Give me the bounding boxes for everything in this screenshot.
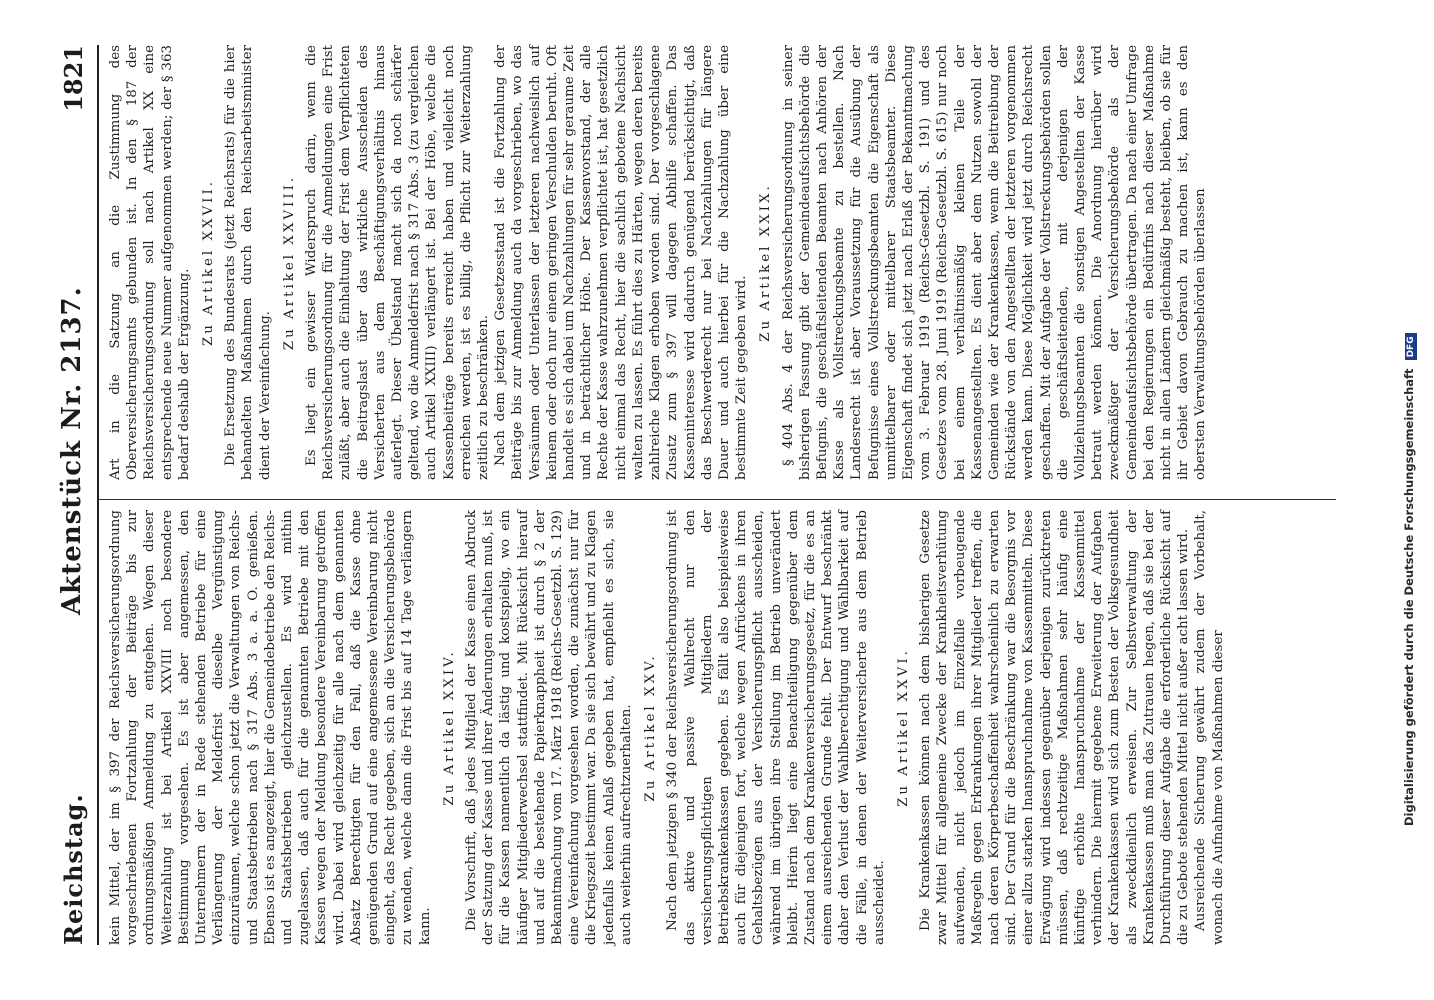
header-rule — [97, 45, 99, 945]
header-document-number: Aktenstück Nr. 2137. — [57, 286, 87, 615]
right-column — [107, 45, 1210, 480]
paragraph: Die Ersetzung des Bundesrats (jetzt Reichsrats) für die hier behandelten Maßnahmen durch den Reichsarbeitsminister dient der Vereinfachung. — [223, 45, 273, 480]
section-heading: Zu Artikel XXVII. — [201, 178, 217, 347]
paragraph: Es liegt ein gewisser Widerspruch darin, wenn die Reichsversicherungsordnung für die Anmeldungen eine Frist zuläßt, aber auch die Einhaltung der Frist dem Verpflichteten die Beitragslast über das wirkliche Ausscheiden des Versicherten aus dem Beschäftigungsverhältnis hinaus auferlegt. Dieser Übelstand macht sich da noch schärfer geltend, wo die Anmeldefrist nach § 317 Abs. 3 (zu vergleichen auch Artikel XXIII) verlängert ist. Bei der Höhe, welche die Kassenbeiträge bereits erreicht haben und vielleicht noch erreichen werden, ist es billig, die Pflicht zur Weiterzahlung zeitlich zu beschränken. — [304, 45, 492, 480]
paragraph: kein Mittel, der im § 397 der Reichsversicherungsordnung vorgeschriebenen Fortzahlung der Beiträge bis zur ordnungsmäßigen Anmeldung zu entgehen. Wegen dieser Weiterzahlung ist bei Artikel XXVIII noch besondere Bestimmung vorgesehen. Es ist aber angemessen, den Unternehmern der in Rede stehenden Betriebe für eine Verlängerung der Meldefrist dieselbe Vergünstigung einzuräumen, welche schon jetzt die Verwaltungen von Reichs- und Staatsbetrieben nach § 317 Abs. 3 a. a. O. genießen. Ebenso ist es angezeigt, hier die Gemeindebetriebe den Reichs- und Staatsbetrieben gleichzustellen. Es wird mithin zugelassen, daß auch für die genannten Betriebe mit den Kassen wegen der Meldung besondere Vereinbarung getroffen wird. Dabei wird gleichzeitig für alle nach dem genannten Absatz Berechtigten für den Fall, daß die Kasse ohne genügenden Grund auf eine angemessene Vereinbarung nicht eingeht, das Recht gegeben, sich an die Versicherungsbehörde zu wenden, welche dann die Frist bis auf 14 Tage verlängern kann. — [108, 510, 433, 945]
digitization-credit: Digitalisierung gefördert durch die Deutsche Forschungsgemeinschaft — [1402, 368, 1416, 826]
paragraph: Ausreichende Sicherung gewährt zudem der Vorbehalt, wonach die Aufnahme von Maßnahmen dieser — [1193, 510, 1226, 945]
running-header — [55, 45, 95, 945]
paragraph: Die Krankenkassen können nach dem bisherigen Gesetze zwar Mittel für allgemeine Zwecke der Krankheitsverhütung aufwenden, nicht jedoch im Einzelfalle vorbeugende Maßregeln gegen Erkrankungen ihrer Mitglieder treffen, die nach deren Körperbeschaffenheit wahrscheinlich zu erwarten sind. Der Grund für die Beschränkung war die Besorgnis vor einer allzu starken Inanspruchnahme von Kassenmitteln. Diese Erwägung wird indessen gegenüber derjenigen zurücktreten müssen, daß rechtzeitige Maßnahmen sehr häufig eine künftige erhöhte Inanspruchnahme der Kassenmittel verhindern. Die hiermit gegebene Erweiterung der Aufgaben der Krankenkassen wird sich zum Besten der Volksgesundheit als zweckdienlich erweisen. Zur Selbstverwaltung der Krankenkassen muß man das Zutrauen hegen, daß sie bei der Durchführung dieser Aufgabe die erforderliche Rücksicht auf die zu Gebote stehenden Mittel nicht außer acht lassen wird. — [918, 510, 1192, 945]
section-heading: Zu Artikel XXIV. — [441, 649, 457, 806]
digitization-stamp — [1388, 6, 1432, 826]
header-left: Reichstag. — [59, 793, 88, 945]
left-column — [107, 510, 1227, 945]
paragraph: Nach dem jetzigen § 340 der Reichsversicherungsordnung ist das aktive und passive Wahlrecht nur den versicherungspflichtigen Mitgliedern der Betriebskrankenkassen gegeben. Es fällt also beispielsweise auch für diejenigen fort, welche wegen Aufrückens in ihren Gehaltsbezügen aus der Versicherungspflicht ausscheiden, während im übrigen ihre Stellung im Betrieb unverändert bleibt. Hierin liegt eine Benachteiligung gegenüber dem Zustand nach dem Krankenversicherungsgesetz, für die es an einem ausreichenden Grunde fehlt. Der Entwurf beschränkt daher den Verlust der Wahlberechtigung und Wählbarkeit auf die Fälle, in denen der Weiterversicherte aus dem Betrieb ausscheidet. — [665, 510, 887, 945]
paragraph: Nach dem jetzigen Gesetzesstand ist die Fortzahlung der Beiträge bis zur Anmeldung auch da vorgeschrieben, wo das Versäumen oder Unterlassen der letzteren nachweislich auf keinem oder doch nur einem geringen Verschulden beruht. Oft handelt es sich dabei um Nachzahlungen für sehr geraume Zeit und in beträchtlicher Höhe. Der Kassenvorstand, der alle Rechte der Kasse wahrzunehmen verpflichtet ist, hat gesetzlich nicht einmal das Recht, hier die sachlich gebotene Nachsicht walten zu lassen. Es führt dies zu Härten, wegen deren bereits zahlreiche Klagen erhoben worden sind. Der vorgeschlagene Zusatz zum § 397 will dagegen Abhilfe schaffen. Das Kasseninteresse wird dadurch genügend berücksichtigt, daß das Beschwerderecht nur bei Nachzahlungen für längere Dauer und auch hierbei für die Nachzahlung über eine bestimmte Zeit gegeben wird. — [493, 45, 750, 480]
paragraph: Die Vorschrift, daß jedes Mitglied der Kasse einen Abdruck der Satzung der Kasse und ihrer Änderungen erhalten muß, ist für die Kassen namentlich da lästig und kostspielig, wo ein häufiger Mitgliederwechsel stattfindet. Mit Rücksicht hierauf und auf die bestehende Papierknappheit ist durch § 2 der Bekanntmachung vom 17. März 1918 (Reichs-Gesetzbl. S. 129) eine Vereinfachung vorgesehen worden, die zunächst nur für die Kriegszeit bestimmt war. Da sie sich bewährt und zu Klagen jedenfalls keinen Anlaß gegeben hat, empfiehlt es sich, sie auch weiterhin aufrechtzuerhalten. — [464, 510, 634, 945]
paragraph: § 404 Abs. 4 der Reichsversicherungsordnung in seiner bisherigen Fassung gibt der Gemeindeaufsichtsbehörde die Befugnis, die geschäftsleitenden Beamten nach Anhören der Kasse als Vollstreckungsbeamte zu bestellen. Nach Landesrecht ist aber Voraussetzung für die Ausübung der Befugnisse eines Vollstreckungsbeamten die Eigenschaft als unmittelbarer oder mittelbarer Staatsbeamter. Diese Eigenschaft findet sich jetzt nach Erlaß der Bekanntmachung vom 3. Februar 1919 (Reichs-Gesetzbl. S. 191) und des Gesetzes vom 28. Juni 1919 (Reichs-Gesetzbl. S. 615) nur noch bei einem verhältnismäßig kleinen Teile der Kassenangestellten. Es dient aber dem Nutzen sowohl der Gemeinden wie der Krankenkassen, wenn die Beitreibung der Rückstände von den Angestellten der letzteren vorgenommen werden kann. Diese Möglichkeit wird jetzt durch Reichsrecht geschaffen. Mit der Aufgabe der Vollstreckungsbehörden sollen die geschäftsleitenden, mit derjenigen der Vollziehungsbeamten die sonstigen Angestellten der Kasse betraut werden können. Die Anordnung hierüber wird zweckmäßiger der Versicherungsbehörde als der Gemeindeaufsichtsbehörde übertragen. Da nach einer Umfrage bei den Regierungen ein Bedürfnis nach dieser Maßnahme nicht in allen Ländern gleichmäßig besteht, bleiben, ob sie für ihr Gebiet davon Gebrauch zu machen ist, kann es den obersten Verwaltungsbehörden überlassen — [780, 45, 1209, 480]
section-heading: Zu Artikel XXV. — [643, 653, 659, 802]
paragraph: Art in die Satzung an die Zustimmung des Oberversicherungsamts gebunden ist. In den § 187 der Reichsversicherungsordnung soll nach Artikel XX eine entsprechende neue Nummer aufgenommen werden; der § 363 bedarf deshalb der Ergänzung. — [108, 45, 192, 480]
page-number: 1821 — [59, 45, 88, 112]
section-heading: Zu Artikel XXIX. — [758, 183, 774, 342]
section-heading: Zu Artikel XXVI. — [895, 648, 911, 807]
section-heading: Zu Artikel XXVIII. — [281, 174, 297, 351]
column-divider — [98, 499, 1336, 500]
dfg-logo: DFG — [1405, 333, 1417, 360]
